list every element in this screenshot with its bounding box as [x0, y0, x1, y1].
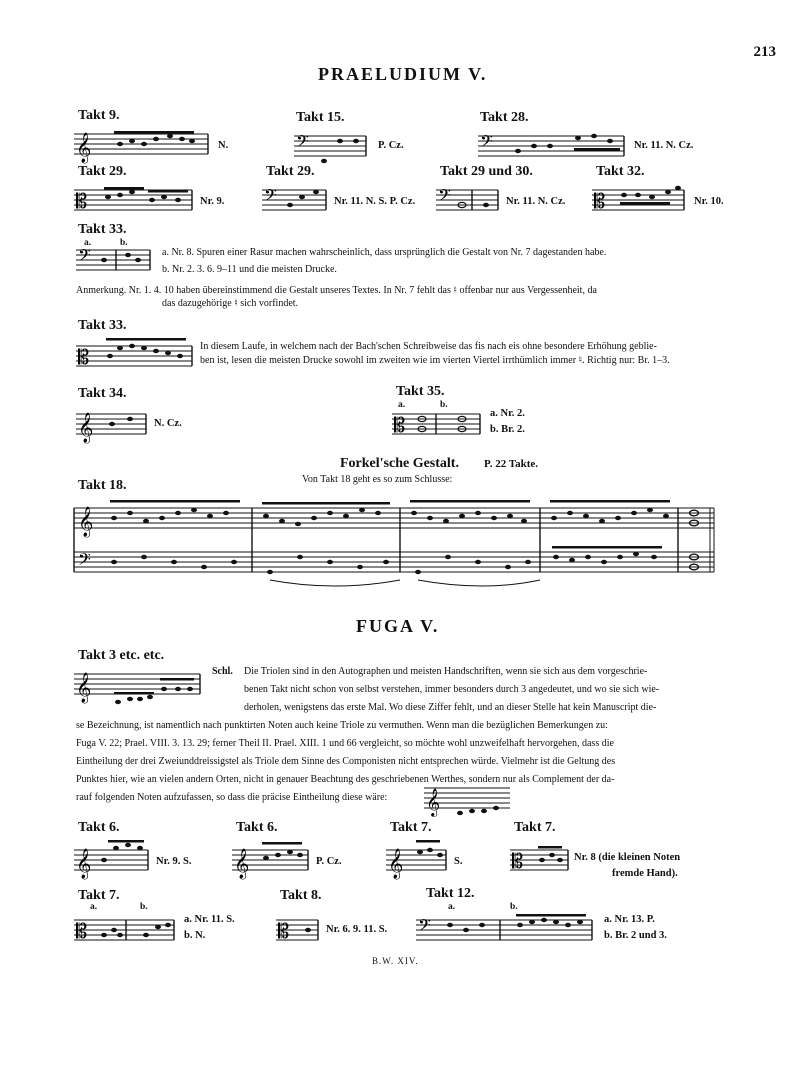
- fuga-title: FUGA V.: [356, 616, 440, 636]
- takt-label: Takt 7.: [514, 820, 556, 835]
- music-staff: [424, 784, 514, 818]
- takt-label: Takt 3 etc. etc.: [78, 648, 165, 663]
- svg-text:𝄢: 𝄢: [264, 185, 277, 209]
- variant-a-note: a. Nr. 2.: [490, 408, 525, 419]
- takt-label: Takt 7.: [390, 820, 432, 835]
- takt-label: Takt 28.: [480, 110, 529, 125]
- music-staff: [262, 182, 332, 222]
- svg-text:𝄞: 𝄞: [388, 849, 404, 879]
- svg-text:𝄢: 𝄢: [438, 185, 451, 209]
- svg-text:𝄡: 𝄡: [76, 919, 88, 943]
- variant-a-note: a. Nr. 8. Spuren einer Rasur machen wahrscheinlich, dass ursprünglich die Gestalt von Nr. 7 dagestanden habe.: [162, 247, 607, 258]
- variant-b-marker: b.: [120, 238, 128, 248]
- page-number: 213: [753, 44, 776, 60]
- svg-text:𝄞: 𝄞: [234, 849, 250, 879]
- takt-label: Takt 6.: [78, 820, 120, 835]
- music-staff: [392, 408, 484, 444]
- takt-label: Takt 29.: [266, 164, 315, 179]
- variant-b-marker: b.: [510, 902, 518, 912]
- svg-text:𝄢: 𝄢: [78, 245, 91, 269]
- music-staff: [436, 182, 502, 222]
- source-label: Nr. 9.: [200, 196, 225, 207]
- music-staff: [74, 912, 178, 952]
- fuga-para-line-5: Fuga V. 22; Prael. VIII. 3. 13. 29; ferner Theil II. Prael. XIII. 1 und 66 vergleicht, so möchte wohl unzweifelhaft hervorgehen, dass die: [76, 738, 614, 749]
- svg-text:𝄡: 𝄡: [394, 413, 406, 437]
- variant-b-marker: b.: [140, 902, 148, 912]
- source-label: Nr. 11. N. Cz.: [506, 196, 566, 207]
- forkel-takte: P. 22 Takte.: [484, 458, 539, 470]
- source-label: P. Cz.: [316, 856, 342, 867]
- svg-text:𝄡: 𝄡: [278, 919, 290, 943]
- anmerkung-line-1: Anmerkung. Nr. 1. 4. 10 haben übereinstimmend die Gestalt unseres Textes. In Nr. 7 fehlt das ♮ offenbar nur aus Vergessenheit, da: [76, 285, 597, 296]
- svg-text:𝄢: 𝄢: [480, 131, 493, 155]
- fuga-para-line-4: se Bezeichnung, ist namentlich nach punktirten Noten auch keine Triole zu vermuthen. Wenn man die bezüglichen Bemerkungen zu:: [76, 720, 608, 731]
- music-staff: [76, 404, 150, 444]
- music-staff: [592, 182, 688, 222]
- music-staff: [232, 836, 312, 880]
- source-label: Nr. 11. N. Cz.: [634, 140, 694, 151]
- fuga-para-line-1: Die Triolen sind in den Autographen und meisten Handschriften, wenn sie sich aus dem vorgeschrie-: [244, 666, 648, 677]
- takt-label: Takt 29.: [78, 164, 127, 179]
- takt33-note-line-2: ben ist, lesen die meisten Drucke sowohl im zweiten wie im vierten Viertel irrthümlich immer ♮. Richtig nur: Br. 1–3.: [200, 355, 670, 366]
- music-staff: [276, 912, 322, 952]
- forkel-heading: Forkel'sche Gestalt.: [340, 456, 459, 471]
- source-label: Nr. 9. S.: [156, 856, 192, 867]
- takt33-note-line-1: In diesem Laufe, in welchem nach der Bach'schen Schreibweise das fis nach eis ohne besondere Erhöhung geblie-: [200, 341, 657, 352]
- source-label: N.: [218, 140, 229, 151]
- variant-a-marker: a.: [84, 238, 92, 248]
- takt-label: Takt 35.: [396, 384, 445, 399]
- variant-a-note: a. Nr. 11. S.: [184, 914, 235, 925]
- fuga-para-line-3: derholen, wenigstens das erste Mal. Wo diese Ziffer fehlt, und an dieser Stelle hat kein Manuscript die-: [244, 702, 657, 713]
- takt-label: Takt 9.: [78, 108, 120, 123]
- fuga-para-line-2: benen Takt nicht schon von selbst verstehen, immer besonders durch 3 angedeutet, und wo sie sich wie-: [244, 684, 660, 695]
- svg-text:𝄡: 𝄡: [78, 345, 90, 369]
- source-label: S.: [454, 856, 463, 867]
- svg-text:𝄞: 𝄞: [78, 413, 94, 443]
- svg-text:𝄡: 𝄡: [594, 189, 606, 213]
- music-staff: [74, 836, 152, 880]
- svg-text:𝄢: 𝄢: [296, 131, 309, 155]
- takt-label: Takt 6.: [236, 820, 278, 835]
- takt-label: Takt 18.: [78, 478, 127, 493]
- music-staff: [510, 836, 572, 880]
- takt-label: Takt 34.: [78, 386, 127, 401]
- variant-a-note: a. Nr. 13. P.: [604, 914, 655, 925]
- svg-text:𝄞: 𝄞: [76, 133, 92, 163]
- takt-label: Takt 12.: [426, 886, 475, 901]
- svg-text:𝄞: 𝄞: [76, 849, 92, 879]
- svg-text:𝄡: 𝄡: [512, 849, 524, 873]
- variant-b-note: b. Nr. 2. 3. 6. 9–11 und die meisten Drucke.: [162, 264, 337, 275]
- source-label: Nr. 10.: [694, 196, 724, 207]
- prelude-title: PRAELUDIUM V.: [318, 64, 488, 84]
- music-staff: [74, 126, 214, 166]
- source-label: Nr. 6. 9. 11. S.: [326, 924, 388, 935]
- music-staff: [478, 128, 628, 168]
- fuga-para-line-6: Eintheilung der drei Zweiunddreissigstel als Triole dem Sinne des Componisten nicht entsprechen würde. Vielmehr ist die Geltung des: [76, 756, 616, 767]
- svg-text:𝄞: 𝄞: [76, 673, 92, 703]
- variant-b-note: b. Br. 2 und 3.: [604, 930, 667, 941]
- music-staff: [74, 664, 204, 704]
- forkel-subtitle: Von Takt 18 geht es so zum Schlusse:: [302, 474, 453, 485]
- svg-text:𝄞: 𝄞: [426, 788, 441, 816]
- variant-b-note: b. Br. 2.: [490, 424, 525, 435]
- variant-b-marker: b.: [440, 400, 448, 410]
- schl-label: Schl.: [212, 666, 233, 677]
- takt-label: Takt 7.: [78, 888, 120, 903]
- takt-label: Takt 15.: [296, 110, 345, 125]
- svg-text:𝄡: 𝄡: [76, 189, 88, 213]
- variant-a-marker: a.: [398, 400, 406, 410]
- music-staff: [386, 836, 450, 880]
- anmerkung-line-2: das dazugehörige ♮ sich vorfindet.: [162, 298, 299, 309]
- music-staff: [76, 336, 196, 376]
- svg-text:𝄢: 𝄢: [78, 549, 91, 573]
- takt-label: Takt 33.: [78, 222, 127, 237]
- source-label-line-2: fremde Hand).: [612, 868, 678, 879]
- music-staff: [416, 912, 596, 952]
- music-staff: [74, 182, 196, 222]
- footer-edition: B.W. XIV.: [372, 956, 419, 966]
- takt-label: Takt 29 und 30.: [440, 164, 533, 179]
- takt-label: Takt 33.: [78, 318, 127, 333]
- svg-text:𝄢: 𝄢: [418, 915, 431, 939]
- fuga-para-line-8: rauf folgenden Noten aufzufassen, so dass die präcise Eintheilung diese wäre:: [76, 792, 388, 803]
- grand-staff: [74, 494, 716, 594]
- music-staff: [294, 128, 374, 168]
- source-label: P. Cz.: [378, 140, 404, 151]
- source-label-line-1: Nr. 8 (die kleinen Noten: [574, 852, 681, 863]
- music-staff: [76, 246, 156, 280]
- source-label: N. Cz.: [154, 418, 182, 429]
- svg-text:𝄞: 𝄞: [78, 507, 94, 537]
- variant-a-marker: a.: [90, 902, 98, 912]
- takt-label: Takt 32.: [596, 164, 645, 179]
- variant-a-marker: a.: [448, 902, 456, 912]
- source-label: Nr. 11. N. S. P. Cz.: [334, 196, 416, 207]
- takt-label: Takt 8.: [280, 888, 322, 903]
- fuga-para-line-7: Punktes hier, wie an vielen andern Orten, nicht in genauer Beachtung des geschriebenen Werthes, sondern nur als Complement der da-: [76, 774, 615, 785]
- variant-b-note: b. N.: [184, 930, 206, 941]
